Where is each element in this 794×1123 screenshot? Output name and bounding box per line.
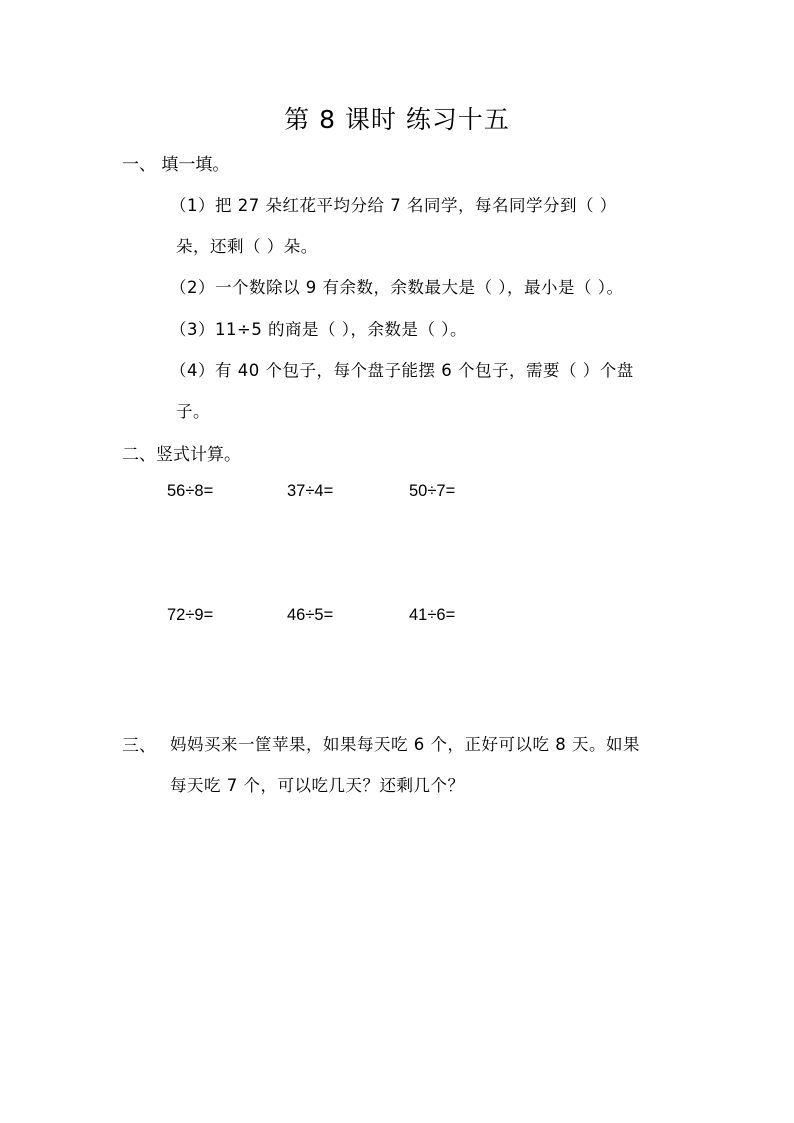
question-2-line: （2）一个数除以 9 有余数，余数最大是（ ），最小是（ ）。 xyxy=(170,278,624,297)
calc-item: 46÷5= xyxy=(287,606,334,624)
section-3-heading: 三、 xyxy=(122,736,156,756)
question-1-line-2: 朵，还剩（ ）朵。 xyxy=(176,237,318,256)
question-1-line-1: （1）把 27 朵红花平均分给 7 名同学，每名同学分到（ ） xyxy=(170,196,617,215)
calc-item: 72÷9= xyxy=(167,606,214,624)
page-title: 第 8 课时 练习十五 xyxy=(284,105,510,134)
word-problem-line-1: 妈妈买来一筐苹果，如果每天吃 6 个，正好可以吃 8 天。如果 xyxy=(170,735,640,754)
calc-item: 56÷8= xyxy=(167,482,214,500)
calc-item: 37÷4= xyxy=(287,482,334,500)
question-3-line: （3）11÷5 的商是（ ），余数是（ ）。 xyxy=(170,320,468,339)
word-problem-line-2: 每天吃 7 个，可以吃几天？还剩几个？ xyxy=(170,776,465,795)
calc-item: 41÷6= xyxy=(409,606,456,624)
question-4-line-1: （4）有 40 个包子，每个盘子能摆 6 个包子，需要（ ）个盘 xyxy=(170,361,634,380)
calc-item: 50÷7= xyxy=(409,482,456,500)
section-1-heading: 一、 填一填。 xyxy=(122,155,230,175)
section-2-heading: 二、竖式计算。 xyxy=(122,445,241,465)
question-4-line-2: 子。 xyxy=(176,402,210,421)
